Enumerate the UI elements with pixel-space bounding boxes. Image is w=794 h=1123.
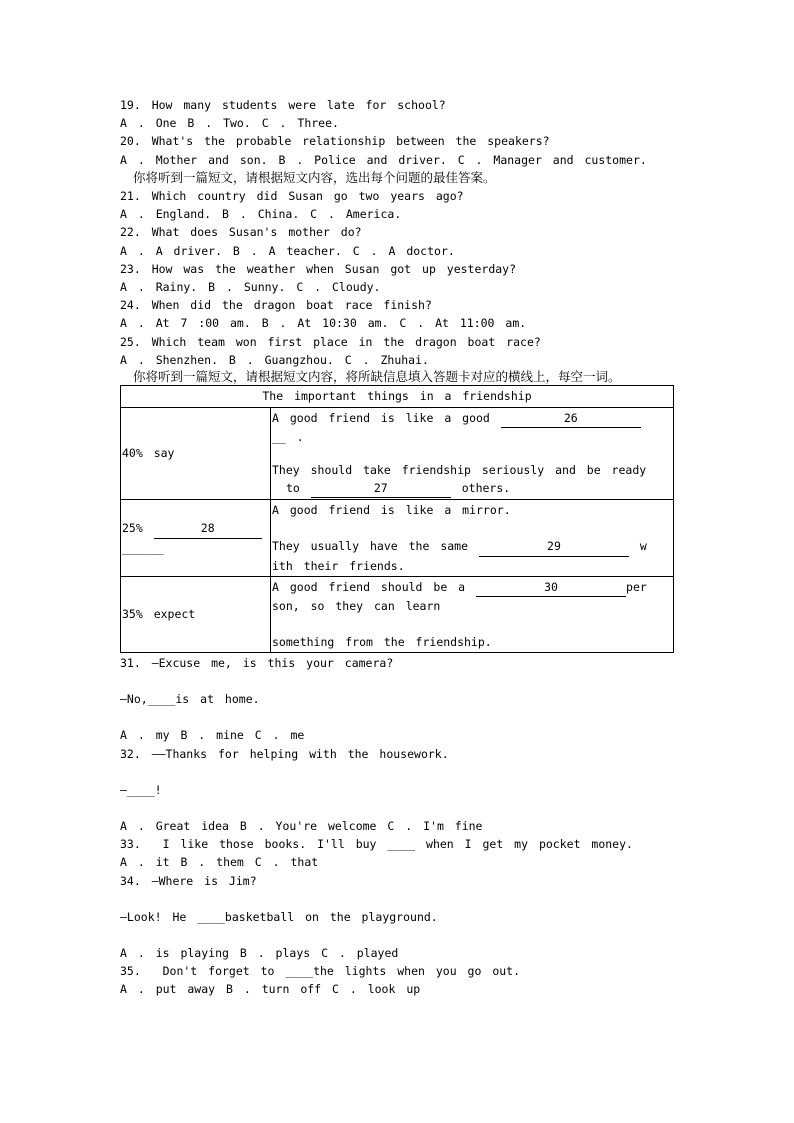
options-25: A . Shenzhen. B . Guangzhou. C . Zhuhai.	[120, 352, 429, 367]
question-31: 31. —Excuse me, is this your camera?	[120, 656, 394, 671]
options-21: A . England. B . China. C . America.	[120, 207, 402, 222]
row3-line-a-end: per	[626, 579, 647, 594]
blank-28[interactable]: 28	[154, 519, 262, 538]
friendship-table	[120, 385, 674, 653]
reply-34: —Look! He ____basketball on the playground.	[120, 909, 438, 924]
question-24: 24. When did the dragon boat race finish?	[120, 298, 432, 313]
options-22: A . A driver. B . A teacher. C . A doctor.	[120, 243, 455, 258]
options-33: A . it B . them C . that	[120, 855, 319, 870]
row1-line-a: A good friend is like a good	[272, 411, 490, 426]
row3-line-c: something from the friendship.	[272, 635, 492, 650]
table-title: The important things in a friendship	[121, 386, 674, 408]
instruction-1: 你将听到一篇短文，请根据短文内容，选出每个问题的最佳答案。	[133, 169, 496, 185]
row1-line-a-end: __ .	[272, 430, 304, 445]
options-23: A . Rainy. B . Sunny. C . Cloudy.	[120, 280, 381, 295]
row2-content	[271, 500, 674, 577]
options-32: A . Great idea B . You're welcome C . I'm fine	[120, 819, 483, 834]
row1-label: 40% say	[121, 408, 271, 500]
reply-32: —____!	[120, 782, 162, 797]
question-25: 25. Which team won first place in the dragon boat race?	[120, 334, 541, 349]
question-20: 20. What's the probable relationship between the speakers?	[120, 134, 550, 149]
question-21: 21. Which country did Susan go two years ago?	[120, 189, 464, 204]
question-32: 32. ——Thanks for helping with the housework.	[120, 746, 449, 761]
blank-29[interactable]: 29	[479, 537, 629, 556]
options-34: A . is playing B . plays C . played	[120, 946, 399, 961]
question-23: 23. How was the weather when Susan got up yesterday?	[120, 261, 517, 276]
blank-27[interactable]: 27	[311, 479, 451, 498]
row2-line-c: ith their friends.	[272, 558, 405, 573]
row2-label-percent: 25%	[122, 521, 143, 536]
options-31: A . my B . mine C . me	[120, 728, 305, 743]
options-19: A . One B . Two. C . Three.	[120, 116, 339, 131]
row2-line-a: A good friend is like a mirror.	[272, 503, 511, 518]
row1-line-b: They should take friendship seriously and be ready	[272, 462, 647, 477]
question-33: 33. I like those books. I'll buy ____ when I get my pocket money.	[120, 837, 633, 852]
row2-line-b-end: w	[639, 539, 647, 554]
row1-line-c-pre: to	[286, 480, 300, 495]
question-19: 19. How many students were late for school?	[120, 98, 446, 112]
row1-line-c-post: others.	[461, 480, 511, 495]
question-34: 34. —Where is Jim?	[120, 873, 257, 888]
options-20: A . Mother and son. B . Police and driver. C . Manager and customer.	[120, 152, 647, 167]
question-22: 22. What does Susan's mother do?	[120, 225, 362, 240]
row3-label: 35% expect	[121, 577, 271, 653]
row2-line-b: They usually have the same	[272, 539, 469, 554]
options-35: A . put away B . turn off C . look up	[120, 982, 421, 997]
options-24: A . At 7 :00 am. B . At 10:30 am. C . At 11:00 am.	[120, 316, 527, 331]
row3-line-b: son, so they can learn	[272, 598, 441, 613]
blank-26[interactable]: 26	[501, 409, 641, 428]
row2-label-end: ______	[122, 540, 164, 555]
instruction-2: 你将听到一篇短文，请根据短文内容，将所缺信息填入答题卡对应的横线上，每空一词。	[133, 369, 621, 385]
blank-30[interactable]: 30	[476, 578, 626, 597]
row1-content	[271, 408, 674, 500]
row3-line-a: A good friend should be a	[272, 579, 466, 594]
worksheet	[120, 96, 676, 999]
row3-content	[271, 577, 674, 653]
row2-label	[121, 500, 271, 577]
question-35: 35. Don't forget to ____the lights when you go out.	[120, 964, 521, 979]
reply-31: —No,____is at home.	[120, 692, 260, 707]
